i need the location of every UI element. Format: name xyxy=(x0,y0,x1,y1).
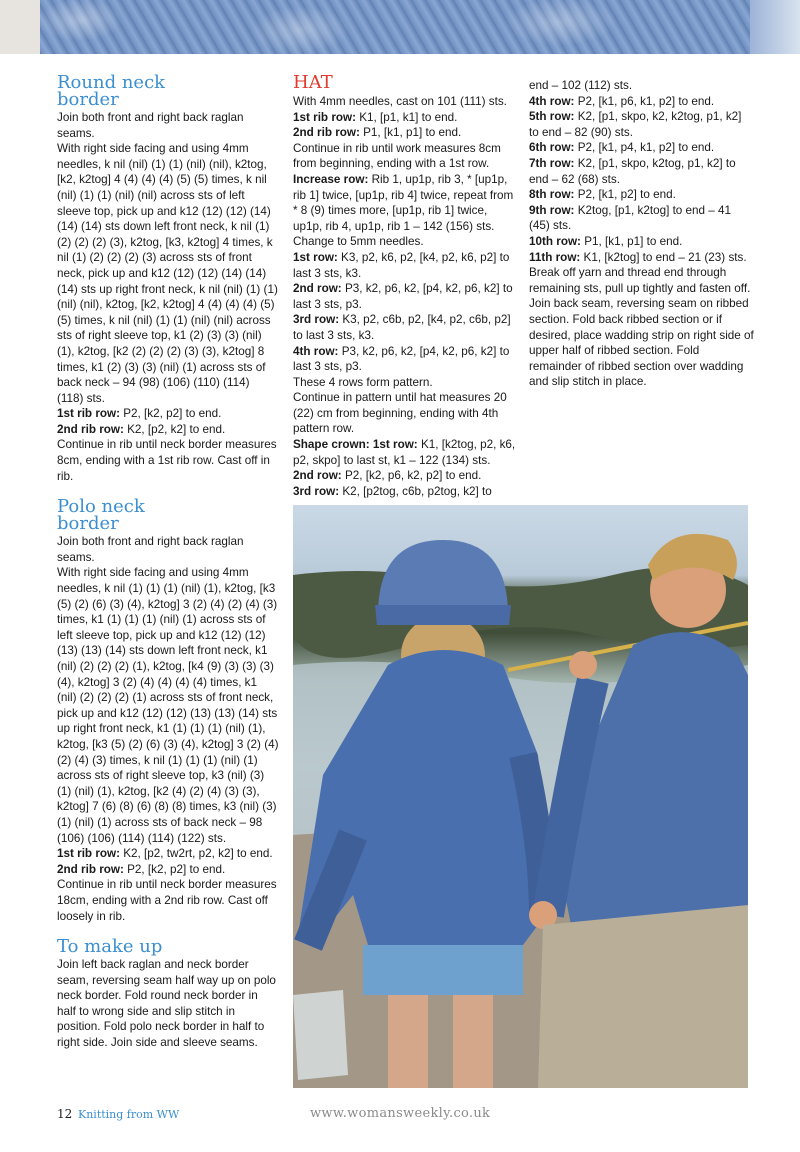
hat-rib-row1 xyxy=(293,110,518,126)
row-text: P2, [k1, p2] to end. xyxy=(574,188,676,202)
polo-neck-instructions: With right side facing and using 4mm needles, k nil (1) (1) (1) (nil) (1), k2tog, [k3 (5) (2) (6) (3) (4), k2tog] 3 (2) (4) (2) (4) (3) times, k1 (1) (1) (1) (nil) (1) across sts of left sleeve top, pick up and k12 (12) (12) (13) (13) (14) sts down left front neck, k1 (nil) (2) (2) (2) (1), k2tog, [k4 (9) (3) (3) (3) (4), k2tog] 3 (2) (4) (4) (4) (4) times, k1 (nil) (2) (2) (2) (1) across sts of front neck, pick up and k12 (12) (12) (13) (13) (14) sts up right front neck, k1 (1) (1) (1) (nil) (1), k2tog, [k3 (5) (2) (6) (3) (4), k2tog] 3 (2) (4) (2) (4) (3) times, k nil (1) (1) (1) (nil) (1) across sts of right sleeve top, k3 (nil) (3) (1) (nil) (1), k2tog, [k2 (4) (2) (4) (3) (3), k2tog] 7 (6) (8) (6) (8) (8) times, k3 (nil) (3) (1) (nil) (1) across sts of back neck – 98 (106) (106) (114) (114) (122) sts. xyxy=(57,566,279,845)
row-label: Increase row: xyxy=(293,172,369,186)
row-label: 3rd row: xyxy=(293,313,340,327)
magazine-name: Knitting from WW xyxy=(78,1108,180,1121)
row-text: P2, [k2, p6, k2, p2] to end. xyxy=(341,469,482,483)
row-label: 2nd rib row: xyxy=(293,126,360,140)
hat-pattern-row4 xyxy=(293,344,518,375)
man-trousers xyxy=(538,905,748,1088)
row-label: 1st rib row: xyxy=(57,847,120,861)
polo-neck-row1 xyxy=(57,846,279,862)
hat-pattern-row1 xyxy=(293,250,518,281)
polo-neck-heading xyxy=(57,496,279,535)
models-photo xyxy=(293,505,748,1088)
hat-crown-row3 xyxy=(293,484,518,500)
round-neck-instructions: With right side facing and using 4mm needles, k nil (nil) (1) (1) (nil) (nil), k2tog, [k2, k2tog] 4 (4) (4) (4) (5) (5) times, k nil (nil) (1) (1) (nil) (nil) across sts of left sleeve top, pick up and k12 (12) (12) (14) (14) (14) sts down left front neck, k nil (1) (2) (2) (2) (3), k2tog, [k3, k2tog] 4 times, k nil (1) (2) (2) (2) (3) across sts of front neck, pick up and k12 (12) (12) (14) (14) (14) sts up right front neck, k nil (nil) (1) (1) (nil) (nil), k2tog, [k2, k2tog] 4 (4) (4) (4) (5) (5) times, k nil (nil) (1) (1) (nil) (nil) across sts of right sleeve top, k1 (2) (3) (3) (nil) (1), k2tog, [k2 (2) (2) (2) (3) (3), k2tog] 8 times, k1 (2) (3) (3) (nil) (1) across sts of back neck – 94 (98) (106) (110) (114) (118) sts. xyxy=(57,142,278,405)
row-text: K1, [k2tog] to end – 21 (23) sts. xyxy=(580,250,747,264)
row-label: 4th row: xyxy=(529,94,575,108)
row-text: K2, [p2, tw2rt, p2, k2] to end. xyxy=(120,847,273,861)
row-text: P2, [k2, p2] to end. xyxy=(123,862,226,876)
row-text: P1, [k1, p1] to end. xyxy=(580,234,683,248)
woman-left-leg xyxy=(388,995,428,1088)
row-text: P2, [k1, p6, k1, p2] to end. xyxy=(574,94,715,108)
polo-neck-intro: Join both front and right back raglan seams. xyxy=(57,535,244,564)
hat-continue-pattern: Continue in pattern until hat measures 20 (22) cm from beginning, ending with 4th pattern row. xyxy=(293,391,507,436)
hat-crown-row3-cont: end – 102 (112) sts. xyxy=(529,79,633,92)
hat-finish-seam: Join back seam, reversing seam on ribbed section. Fold back ribbed section or if desired, place wadding strip on right side of upper half of ribbed section. Fold remainder of ribbed section over wadding and slip stitch in place. xyxy=(529,297,754,389)
row-label: 2nd row: xyxy=(293,282,342,296)
man-hand-stick xyxy=(569,651,597,679)
polo-neck-heading-line2: border xyxy=(57,513,119,535)
polo-neck-heading-line1: Polo neck xyxy=(57,496,145,518)
hat-heading: HAT xyxy=(293,72,333,93)
woman-right-leg xyxy=(453,995,493,1088)
hat-rib-row2 xyxy=(293,125,518,141)
row-text: P2, [k2, p2] to end. xyxy=(120,407,222,421)
hat-brim xyxy=(375,605,511,625)
row-text: P3, k2, p6, k2, [p4, k2, p6, k2] to last 3 sts, p3. xyxy=(293,344,510,374)
photo-edge-left xyxy=(0,0,40,54)
row-label: 1st rib row: xyxy=(57,407,120,421)
row-label: 8th row: xyxy=(529,188,575,202)
page-number: 12 xyxy=(57,1107,73,1121)
row-label: 6th row: xyxy=(529,141,575,155)
row-label: 1st rib row: xyxy=(293,110,356,124)
make-up-heading: To make up xyxy=(57,936,163,958)
row-text: K2, [p2tog, c6b, p2tog, k2] to xyxy=(339,484,492,498)
row-label: 5th row: xyxy=(529,110,575,124)
row-label: Shape crown: 1st row: xyxy=(293,438,418,452)
metal-bucket xyxy=(293,990,348,1080)
row-text: K3, p2, k6, p2, [k4, p2, k6, p2] to last 3 sts, k3. xyxy=(293,250,510,280)
hat-change-needles: Change to 5mm needles. xyxy=(293,235,424,249)
row-label: 7th row: xyxy=(529,156,575,170)
hat-crown-row4 xyxy=(529,94,754,110)
polo-neck-outro: Continue in rib until neck border measures 18cm, ending with a 2nd rib row. Cast off loosely in rib. xyxy=(57,878,277,923)
row-text: K2, [p1, skpo, k2tog, p1, k2] to end – 62 (68) sts. xyxy=(529,156,736,186)
row-text: P3, k2, p6, k2, [p4, k2, p6, k2] to last 3 sts, p3. xyxy=(293,282,513,311)
row-label: 9th row: xyxy=(529,203,575,217)
row-text: Rib 1, up1p, rib 3, * [up1p, rib 1] twice, [up1p, rib 4] twice, repeat from * 8 (9) times more, [up1p, rib 1] twice, up1p, rib 4, up1p, rib 1 – 142 (156) sts. xyxy=(293,172,514,233)
row-text: K2, [p1, skpo, k2, k2tog, p1, k2] to end – 82 (90) sts. xyxy=(529,110,742,139)
hat-crown-row8 xyxy=(529,187,754,203)
woman-shorts xyxy=(363,945,523,995)
row-text: K1, [k2tog, p2, k6, p2, skpo] to last st, k1 – 122 (134) sts. xyxy=(293,438,516,467)
row-label: 1st row: xyxy=(293,250,338,264)
row-label: 4th row: xyxy=(293,344,339,358)
row-text: K2tog, [p1, k2tog] to end – 41 (45) sts. xyxy=(529,203,732,233)
hat-crown-row9 xyxy=(529,203,754,234)
hat-crown-row5 xyxy=(529,109,754,140)
hat-crown-row2 xyxy=(293,468,518,484)
hat-pattern-row2 xyxy=(293,281,518,312)
hat-crown-row1 xyxy=(293,437,518,468)
row-label: 2nd rib row: xyxy=(57,422,124,436)
round-neck-row2 xyxy=(57,422,279,438)
website-url[interactable]: www.womansweekly.co.uk xyxy=(310,1106,491,1121)
row-label: 11th row: xyxy=(529,250,581,264)
hat-finish: Break off yarn and thread end through remaining sts, pull up tightly and fasten off. xyxy=(529,266,751,295)
round-neck-heading xyxy=(57,74,279,108)
row-label: 2nd rib row: xyxy=(57,862,124,876)
round-neck-outro: Continue in rib until neck border measures 8cm, ending with a 1st rib row. Cast off in rib. xyxy=(57,438,277,483)
round-neck-heading-line1: Round neck xyxy=(57,72,166,93)
top-photo-strip xyxy=(0,0,800,54)
row-text: P2, [k1, p4, k1, p2] to end. xyxy=(574,141,715,155)
round-neck-intro: Join both front and right back raglan seams. xyxy=(57,111,244,140)
column-left xyxy=(57,74,279,1051)
round-neck-heading-line2: border xyxy=(57,89,119,110)
hat-crown-row10 xyxy=(529,234,754,250)
row-text: K1, [p1, k1] to end. xyxy=(356,110,458,124)
hat-pattern-row3 xyxy=(293,312,518,343)
woman-hat xyxy=(378,540,508,615)
make-up-instructions: Join left back raglan and neck border seam, reversing seam half way up on polo neck border. Fold round neck border in half to wrong side and slip stitch in position. Fold polo neck border in half to right side. Join side and sleeve seams. xyxy=(57,958,276,1050)
hat-crown-row7 xyxy=(529,156,754,187)
row-label: 10th row: xyxy=(529,234,581,248)
row-text: P1, [k1, p1] to end. xyxy=(359,126,462,140)
hat-increase-row xyxy=(293,172,518,234)
row-label: 3rd row: xyxy=(293,484,340,498)
hat-continue: Continue in rib until work measures 8cm from beginning, ending with a 1st row. xyxy=(293,141,501,171)
row-text: K3, p2, c6b, p2, [k4, p2, c6b, p2] to last 3 sts, k3. xyxy=(293,313,511,342)
models-illustration xyxy=(293,505,748,1088)
row-text: K2, [p2, k2] to end. xyxy=(123,422,226,436)
hat-cast-on: With 4mm needles, cast on 101 (111) sts. xyxy=(293,95,507,108)
hat-crown-row6 xyxy=(529,140,754,156)
photo-edge-right xyxy=(750,0,800,54)
hat-pattern-note: These 4 rows form pattern. xyxy=(293,375,433,389)
hat-crown-row11 xyxy=(529,250,754,266)
round-neck-row1 xyxy=(57,406,279,422)
column-right xyxy=(529,78,754,390)
polo-neck-row2 xyxy=(57,862,279,878)
column-middle xyxy=(293,74,518,499)
row-label: 2nd row: xyxy=(293,469,342,483)
